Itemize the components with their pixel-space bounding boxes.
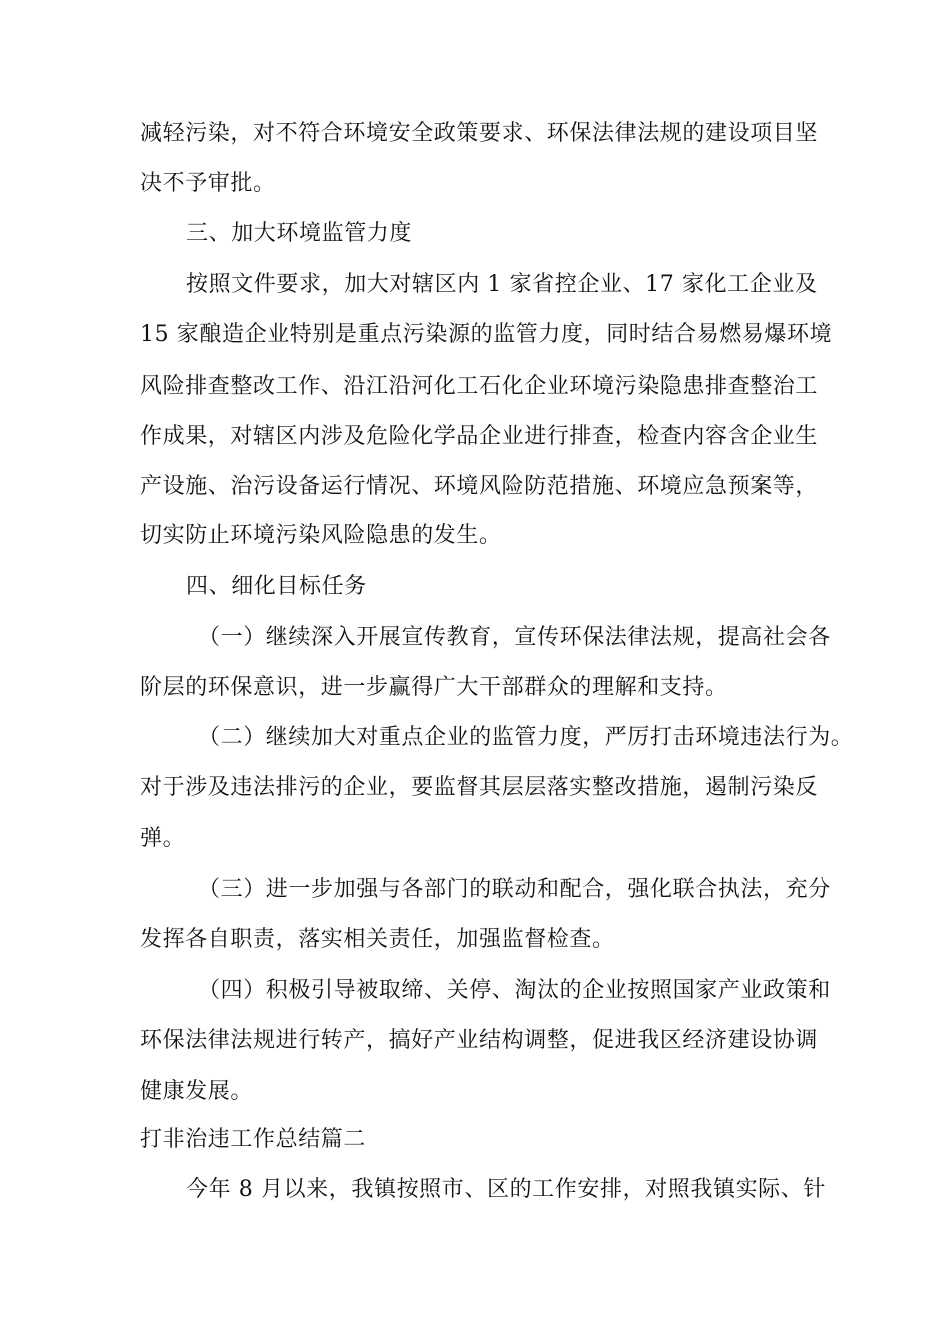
text-line: 环保法律法规进行转产，搞好产业结构调整，促进我区经济建设协调 xyxy=(140,1028,819,1053)
text-line: （三）进一步加强与各部门的联动和配合，强化联合执法，充分 xyxy=(198,877,831,902)
section-heading: 四、细化目标任务 xyxy=(186,574,367,599)
text-line: 对于涉及违法排污的企业，要监督其层层落实整改措施，遏制污染反 xyxy=(140,775,819,800)
text-line: （四）积极引导被取缔、关停、淘汰的企业按照国家产业政策和 xyxy=(198,978,831,1003)
text-line: 产设施、治污设备运行情况、环境风险防范措施、环境应急预案等， xyxy=(140,474,819,499)
text-line: 今年 8 月以来，我镇按照市、区的工作安排，对照我镇实际、针 xyxy=(186,1177,826,1202)
text-line: 减轻污染，对不符合环境安全政策要求、环保法律法规的建设项目坚 xyxy=(140,121,819,146)
text-line: 决不予审批。 xyxy=(140,171,276,196)
text-line: （一）继续深入开展宣传教育，宣传环保法律法规，提高社会各 xyxy=(198,625,831,650)
text-line: 按照文件要求，加大对辖区内 1 家省控企业、17 家化工企业及 xyxy=(186,272,818,297)
text-line: 作成果，对辖区内涉及危险化学品企业进行排查，检查内容含企业生 xyxy=(140,424,819,449)
text-line: 风险排查整改工作、沿江沿河化工石化企业环境污染隐患排查整治工 xyxy=(140,374,819,399)
text-line: 阶层的环保意识，进一步赢得广大干部群众的理解和支持。 xyxy=(140,675,728,700)
section-heading: 三、加大环境监管力度 xyxy=(186,221,413,246)
article-title: 打非治违工作总结篇二 xyxy=(140,1127,367,1152)
text-line: 发挥各自职责，落实相关责任，加强监督检查。 xyxy=(140,927,615,952)
text-line: 弹。 xyxy=(140,826,186,851)
text-line: （二）继续加大对重点企业的监管力度，严厉打击环境违法行为。 xyxy=(198,725,854,750)
text-line: 切实防止环境污染风险隐患的发生。 xyxy=(140,523,502,548)
text-line: 健康发展。 xyxy=(140,1079,254,1104)
text-line: 15 家酿造企业特别是重点污染源的监管力度，同时结合易燃易爆环境 xyxy=(140,322,833,347)
